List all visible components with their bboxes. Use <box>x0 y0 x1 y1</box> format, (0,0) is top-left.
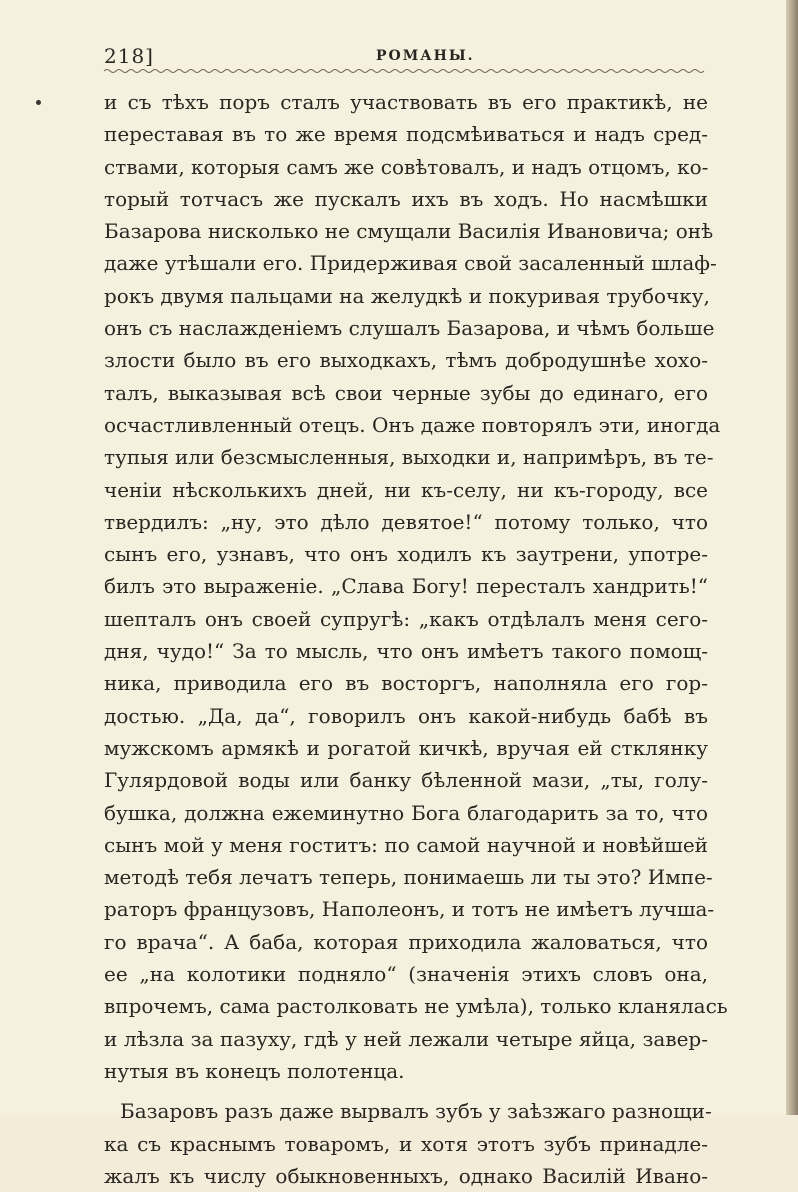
text-line: раторъ французовъ, Наполеонъ, и тотъ не имѣетъ лучша- <box>104 897 715 922</box>
text-line: бушка, должна ежеминутно Бога благодарить за то, что <box>104 800 708 825</box>
text-line: ее „на колотики подняло“ (значенія этихъ словъ она, <box>104 962 708 987</box>
text-line: тупыя или безсмысленныя, выходки и, напримѣръ, въ те- <box>104 445 714 470</box>
text-line: торый тотчасъ же пускалъ ихъ въ ходъ. Но насмѣшки <box>104 186 708 211</box>
margin-dot <box>36 100 41 105</box>
text-line: Гулярдовой воды или банку бѣленной мази, „ты, голу- <box>104 768 708 793</box>
text-line: Базаровъ разъ даже вырвалъ зубъ у заѣзжаго разнощи- <box>120 1099 712 1124</box>
text-line: билъ это выраженіе. „Слава Богу! пересталъ хандрить!“ <box>104 574 708 599</box>
text-line: жалъ къ числу обыкновенныхъ, однако Василій Ивано- <box>104 1163 708 1188</box>
text-line: шепталъ онъ своей супругѣ: „какъ отдѣлалъ меня сего- <box>104 606 708 631</box>
text-line: твердилъ: „ну, это дѣло девятое!“ потому только, что <box>104 509 708 534</box>
text-line: мужскомъ армякѣ и рогатой кичкѣ, вручая ей стклянку <box>104 735 708 760</box>
text-line: нутыя въ конецъ полотенца. <box>104 1058 405 1083</box>
text-line: ченіи нѣсколькихъ дней, ни къ-селу, ни къ-городу, все <box>104 477 708 502</box>
text-line: онъ съ наслажденіемъ слушалъ Базарова, и чѣмъ больше <box>104 316 715 341</box>
text-line: го врача“. А баба, которая приходила жаловаться, что <box>104 929 708 954</box>
text-line: Базарова нисколько не смущали Василія Ивановича; онѣ <box>104 219 714 244</box>
text-line: достью. „Да, да“, говорилъ онъ какой-нибудь бабѣ въ <box>104 703 708 728</box>
text-line: осчастливленный отецъ. Онъ даже повторялъ эти, иногда <box>104 412 721 437</box>
text-line: дня, чудо!“ За то мысль, что онъ имѣетъ такого помощ- <box>104 639 708 664</box>
page-edge-shadow <box>786 0 798 1115</box>
text-line: талъ, выказывая всѣ свои черные зубы до единаго, его <box>104 380 708 405</box>
text-line: ка съ краснымъ товаромъ, и хотя этотъ зубъ принадле- <box>104 1131 708 1156</box>
text-line: методѣ тебя лечатъ теперь, понимаешь ли ты это? Импе- <box>104 865 713 890</box>
text-line: сынъ его, узнавъ, что онъ ходилъ къ заутрени, употре- <box>104 542 708 567</box>
text-line: рокъ двумя пальцами на желудкѣ и покуривая трубочку, <box>104 283 710 308</box>
text-line: и лѣзла за пазуху, гдѣ у ней лежали четыре яйца, завер- <box>104 1026 708 1051</box>
text-line: и съ тѣхъ поръ сталъ участвовать въ его практикѣ, не <box>104 90 708 114</box>
text-line: злости было въ его выходкахъ, тѣмъ добродушнѣе хохо- <box>104 348 708 373</box>
page-number: 218] <box>104 44 154 68</box>
text-line: сынъ мой у меня гоститъ: по самой научной и новѣйшей <box>104 832 708 857</box>
text-line: переставая въ то же время подсмѣиваться и надъ сред- <box>104 122 708 147</box>
body-text <box>104 86 728 1192</box>
running-head: РОМАНЫ. <box>376 48 475 64</box>
text-line: ствами, которыя самъ же совѣтовалъ, и надъ отцомъ, ко- <box>104 154 709 179</box>
text-line: ника, приводила его въ восторгъ, наполняла его гор- <box>104 671 708 696</box>
text-line: впрочемъ, сама растолковать не умѣла), только кланялась <box>104 994 728 1019</box>
header-wavy-rule <box>104 68 706 74</box>
paragraph-2 <box>104 1095 712 1192</box>
text-line: даже утѣшали его. Придерживая свой засаленный шлаф- <box>104 251 717 276</box>
paragraph-1 <box>104 86 728 1087</box>
